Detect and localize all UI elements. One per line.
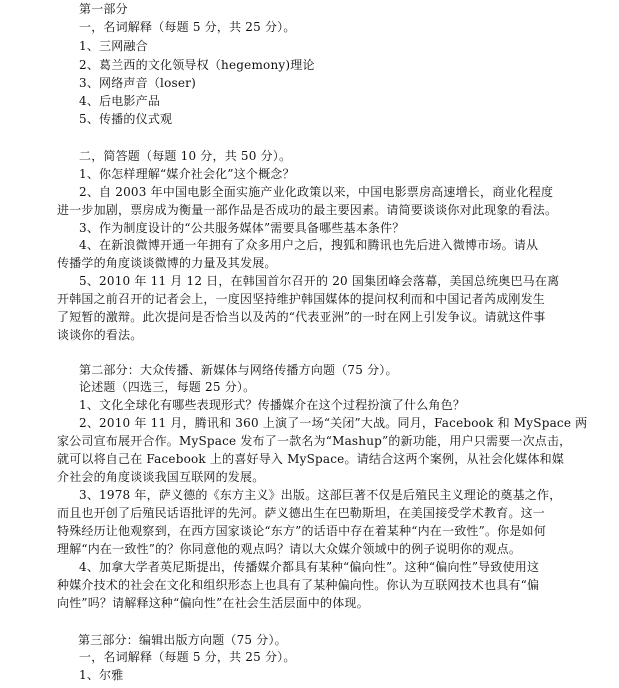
term-2: 2、葛兰西的文化领导权（hegemony)理论 — [79, 58, 315, 72]
essay-q3-line2: 而且也开创了后殖民话语批评的先河。萨义德出生在巴勒斯坦，在美国接受学术教育。这一 — [57, 506, 546, 520]
short-answer-q4-line1: 4、在新浪微博开通一年拥有了众多用户之后，搜狐和腾讯也先后进入微博市场。请从 — [79, 238, 539, 252]
term-1: 1、三网融合 — [79, 39, 148, 53]
short-answer-q5-line4: 谈谈你的看法。 — [57, 328, 143, 342]
essay-q3-line1: 3、1978 年，萨义德的《东方主义》出版。这部巨著不仅是后殖民主义理论的奠基之作， — [79, 488, 562, 502]
short-answer-q5-line3: 了短暂的激辩。此次提问是否恰当以及芮的“代表亚洲”的一时在网上引发争议。请就这件事 — [57, 310, 546, 324]
essay-q2-line1: 2、2010 年 11 月，腾讯和 360 上演了一场“关闭”大战。同月，Facebook 和 MySpace 两 — [79, 416, 588, 430]
term-4: 4、后电影产品 — [79, 94, 161, 108]
essay-q2-line3: 就可以将自己在 Facebook 上的喜好导入 MySpace。请结合这两个案例，从社会化媒体和媒 — [57, 452, 565, 466]
term-5: 5、传播的仪式观 — [79, 112, 173, 126]
part1-section2-title: 二，简答题（每题 10 分，共 50 分）。 — [79, 149, 292, 163]
part1-heading: 第一部分 — [79, 2, 128, 16]
short-answer-q3: 3、作为制度设计的“公共服务媒体”需要具备哪些基本条件？ — [79, 221, 405, 235]
essay-q3-line4: 理解“内在一致性”的？你同意他的观点吗？请以大众媒介领域中的例子说明你的观点。 — [57, 542, 522, 556]
part3-heading: 第三部分：编辑出版方向题（75 分）。 — [78, 633, 287, 647]
essay-q4-line1: 4、加拿大学者英尼斯提出，传播媒介都具有某种“偏向性”。这种“偏向性”导致使用这 — [79, 560, 540, 574]
short-answer-q5-line1: 5、2010 年 11 月 12 日，在韩国首尔召开的 20 国集团峰会落幕，美国总统奥巴马在离 — [79, 274, 560, 288]
part3-term-1: 1、尔雅 — [79, 668, 124, 682]
part2-section-title: 论述题（四选三，每题 25 分）。 — [79, 380, 256, 394]
part1-section1-title: 一，名词解释（每题 5 分，共 25 分）。 — [79, 20, 296, 34]
short-answer-q5-line2: 开韩国之前召开的记者会上，一度因坚持维护韩国媒体的提问权利而和中国记者芮成刚发生 — [57, 292, 546, 306]
essay-q2-line2: 家公司宣布展开合作。MySpace 发布了一款名为“Mashup”的新功能，用户只需要一次点击， — [57, 434, 572, 448]
short-answer-q2-line2: 进一步加剧，票房成为衡量一部作品是否成功的最主要因素。请简要谈谈你对此现象的看法。 — [57, 203, 558, 217]
term-3: 3、网络声音（loser) — [79, 76, 196, 90]
short-answer-q2-line1: 2、自 2003 年中国电影全面实施产业化政策以来，中国电影票房高速增长，商业化程度 — [79, 185, 554, 199]
part2-heading: 第二部分：大众传播、新媒体与网络传播方向题（75 分）。 — [79, 363, 398, 377]
essay-q4-line2: 种媒介技术的社会在文化和组织形态上也具有了某种偏向性。你认为互联网技术也具有“偏 — [57, 578, 540, 592]
essay-q4-line3: 向性”吗？请解释这种“偏向性”在社会生活层面中的体现。 — [57, 596, 369, 610]
essay-q2-line4: 介社会的角度谈谈我国互联网的发展。 — [57, 470, 265, 484]
short-answer-q4-line2: 传播学的角度谈谈微博的力量及其发展。 — [57, 256, 277, 270]
short-answer-q1: 1、你怎样理解“媒介社会化”这个概念？ — [79, 167, 295, 181]
essay-q3-line3: 特殊经历让他观察到，在西方国家谈论“东方”的话语中存在着某种“内在一致性”。你是如何 — [57, 524, 546, 538]
part3-section-title: 一，名词解释（每题 5 分，共 25 分）。 — [79, 650, 296, 664]
essay-q1: 1、文化全球化有哪些表现形式？传播媒介在这个过程扮演了什么角色？ — [79, 398, 466, 412]
